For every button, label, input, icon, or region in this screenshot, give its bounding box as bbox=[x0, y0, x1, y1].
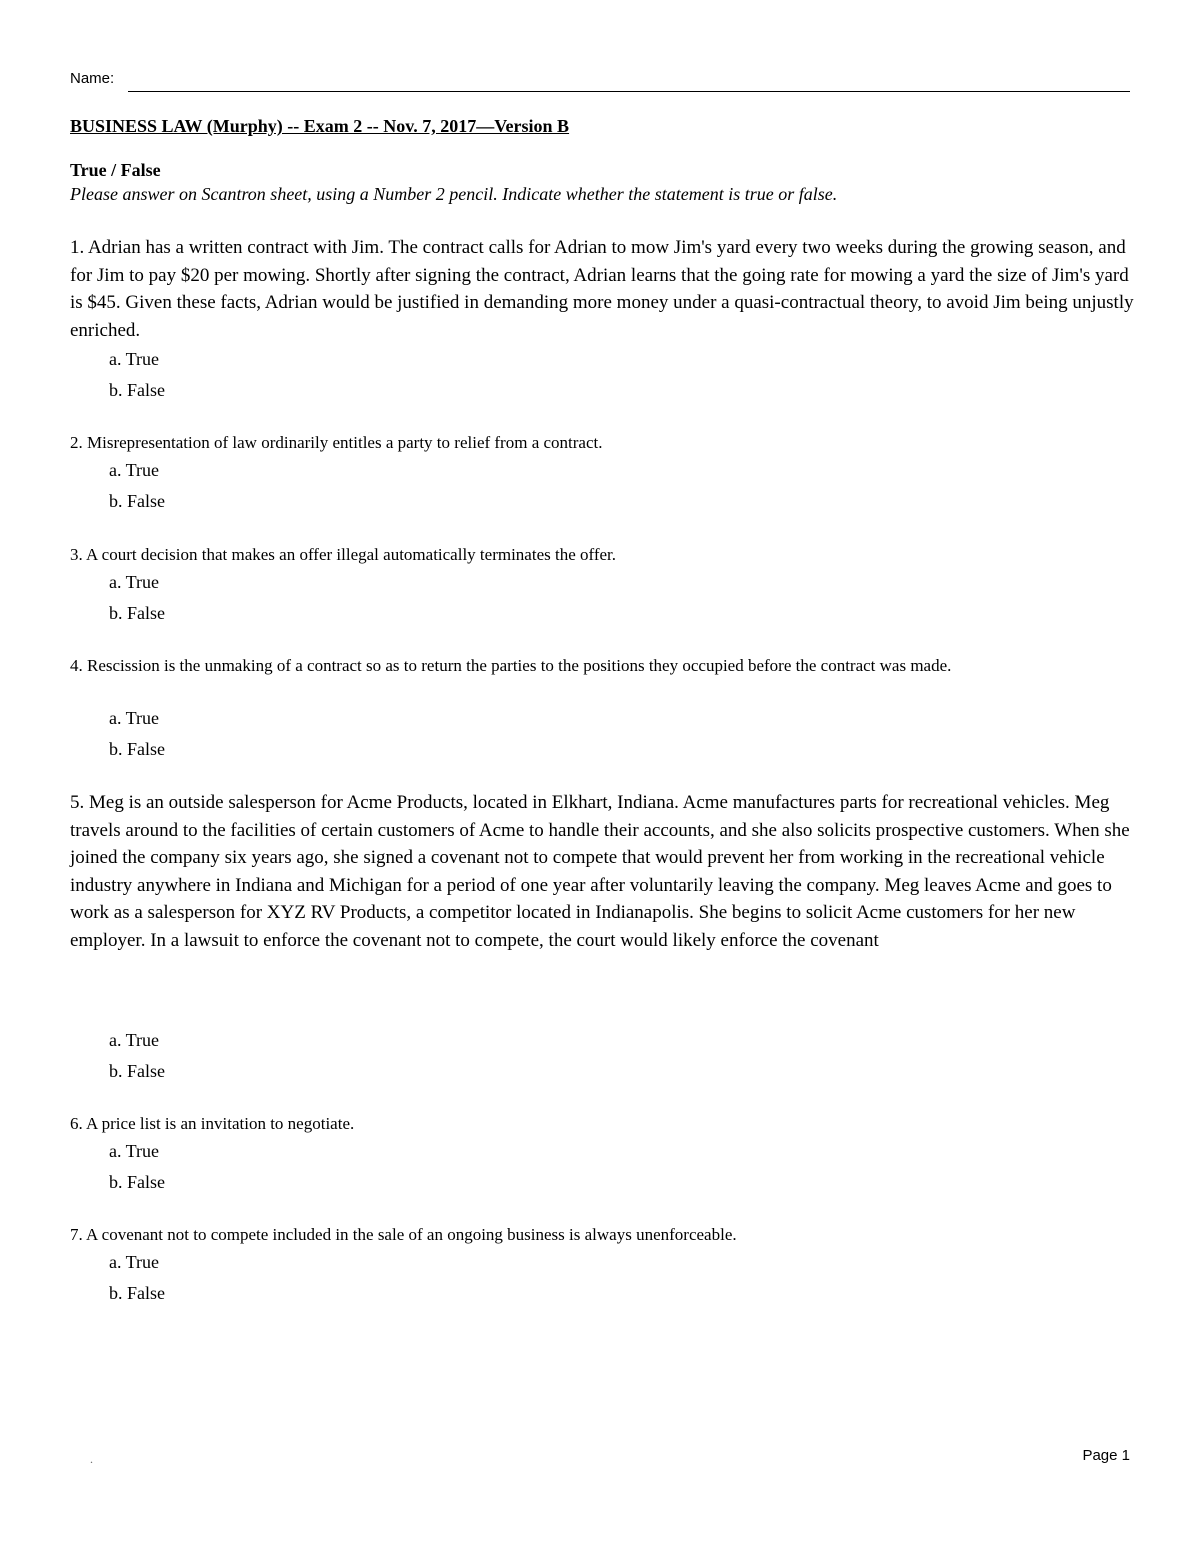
instructions: Please answer on Scantron sheet, using a Number 2 pencil. Indicate whether the statement is true or false. bbox=[70, 184, 838, 204]
question-4: 4. Rescission is the unmaking of a contract so as to return the parties to the positions they occupied before the contract was made. bbox=[70, 656, 952, 675]
question-1: 1. Adrian has a written contract with Jim. The contract calls for Adrian to mow Jim's yard every two weeks during the growing season, and for Jim to pay $20 per mowing. Shortly after signing the contract, Adrian learns that the going rate for mowing a yard the size of Jim's yard is $45. Given these facts, Adrian would be justified in demanding more money under a quasi-contractual theory, to avoid Jim being unjustly enriched. bbox=[70, 237, 1134, 341]
question-2-option-a: a. True bbox=[109, 460, 160, 480]
question-1-option-b: b. False bbox=[109, 380, 165, 400]
question-5: 5. Meg is an outside salesperson for Acme Products, located in Elkhart, Indiana. Acme manufactures parts for recreational vehicles. Meg travels around to the facilities of certain customers of Acme to handle their accounts, and she also solicits prospective customers. When she joined the company six years ago, she signed a covenant not to compete that would prevent her from working in the recreational vehicle industry anywhere in Indiana and Michigan for a period of one year after voluntarily leaving the company. Meg leaves Acme and goes to work as a salesperson for XYZ RV Products, a competitor located in Indianapolis. She begins to solicit Acme customers for her new employer. In a lawsuit to enforce the covenant not to compete, the court would likely enforce the covenant bbox=[70, 792, 1130, 951]
question-2-option-b: b. False bbox=[109, 491, 165, 511]
question-7-option-a: a. True bbox=[109, 1252, 160, 1272]
name-blank-line bbox=[128, 91, 1130, 92]
question-5-option-a: a. True bbox=[109, 1030, 160, 1050]
footer-dot: . bbox=[90, 1452, 93, 1466]
question-2: 2. Misrepresentation of law ordinarily entitles a party to relief from a contract. bbox=[70, 433, 603, 452]
question-6: 6. A price list is an invitation to negotiate. bbox=[70, 1114, 355, 1133]
page-number: Page 1 bbox=[1082, 1447, 1130, 1464]
question-7-option-b: b. False bbox=[109, 1283, 165, 1303]
section-heading: True / False bbox=[70, 160, 161, 180]
question-6-option-b: b. False bbox=[109, 1172, 165, 1192]
question-3-option-a: a. True bbox=[109, 572, 160, 592]
name-row bbox=[70, 70, 1130, 96]
question-6-option-a: a. True bbox=[109, 1141, 160, 1161]
question-3-option-b: b. False bbox=[109, 603, 165, 623]
question-3: 3. A court decision that makes an offer illegal automatically terminates the offer. bbox=[70, 545, 617, 564]
name-label: Name: bbox=[70, 70, 115, 87]
question-5-option-b: b. False bbox=[109, 1061, 165, 1081]
question-7: 7. A covenant not to compete included in the sale of an ongoing business is always unenforceable. bbox=[70, 1225, 737, 1244]
question-1-option-a: a. True bbox=[109, 349, 160, 369]
question-4-option-b: b. False bbox=[109, 739, 165, 759]
exam-title: BUSINESS LAW (Murphy) -- Exam 2 -- Nov. 7, 2017—Version B bbox=[70, 116, 570, 136]
question-4-option-a: a. True bbox=[109, 708, 160, 728]
